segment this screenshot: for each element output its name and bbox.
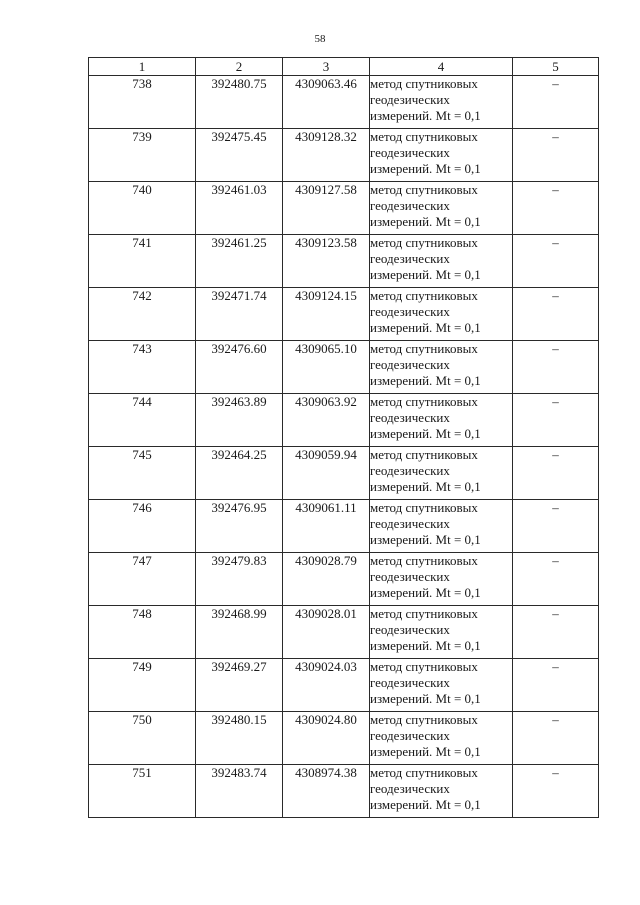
page-number: 58 [314,33,326,45]
y-coordinate-cell: 4309127.58 [283,182,370,235]
method-cell: метод спутниковых геодезических измерений. Mt = 0,1 [370,235,513,288]
table-row [89,606,599,659]
method-cell: метод спутниковых геодезических измерений. Mt = 0,1 [370,129,513,182]
y-coordinate-cell: 4309024.03 [283,659,370,712]
column-5-cell: – [513,394,599,447]
y-coordinate-cell: 4309128.32 [283,129,370,182]
table-row [89,129,599,182]
point-number-cell: 748 [89,606,196,659]
method-cell: метод спутниковых геодезических измерений. Mt = 0,1 [370,606,513,659]
y-coordinate-cell: 4309059.94 [283,447,370,500]
column-5-cell: – [513,447,599,500]
coordinates-table [88,57,599,818]
method-cell: метод спутниковых геодезических измерений. Mt = 0,1 [370,76,513,129]
point-number-cell: 744 [89,394,196,447]
column-5-cell: – [513,288,599,341]
table-row [89,394,599,447]
point-number-cell: 750 [89,712,196,765]
y-coordinate-cell: 4309123.58 [283,235,370,288]
point-number-cell: 746 [89,500,196,553]
x-coordinate-cell: 392479.83 [196,553,283,606]
point-number-cell: 739 [89,129,196,182]
method-cell: метод спутниковых геодезических измерений. Mt = 0,1 [370,288,513,341]
table-row [89,712,599,765]
point-number-cell: 742 [89,288,196,341]
column-5-cell: – [513,341,599,394]
y-coordinate-cell: 4308974.38 [283,765,370,818]
table-row [89,500,599,553]
column-5-cell: – [513,76,599,129]
x-coordinate-cell: 392463.89 [196,394,283,447]
x-coordinate-cell: 392480.75 [196,76,283,129]
point-number-cell: 749 [89,659,196,712]
column-5-cell: – [513,235,599,288]
column-5-cell: – [513,129,599,182]
column-5-cell: – [513,765,599,818]
point-number-cell: 738 [89,76,196,129]
x-coordinate-cell: 392464.25 [196,447,283,500]
y-coordinate-cell: 4309063.46 [283,76,370,129]
column-5-cell: – [513,553,599,606]
point-number-cell: 743 [89,341,196,394]
column-header-5: 5 [513,58,599,76]
table-row [89,447,599,500]
y-coordinate-cell: 4309028.79 [283,553,370,606]
column-header-2: 2 [196,58,283,76]
method-cell: метод спутниковых геодезических измерений. Mt = 0,1 [370,182,513,235]
x-coordinate-cell: 392461.03 [196,182,283,235]
table-row [89,235,599,288]
column-5-cell: – [513,606,599,659]
x-coordinate-cell: 392475.45 [196,129,283,182]
point-number-cell: 745 [89,447,196,500]
y-coordinate-cell: 4309063.92 [283,394,370,447]
column-header-1: 1 [89,58,196,76]
y-coordinate-cell: 4309061.11 [283,500,370,553]
point-number-cell: 740 [89,182,196,235]
method-cell: метод спутниковых геодезических измерений. Mt = 0,1 [370,553,513,606]
x-coordinate-cell: 392476.95 [196,500,283,553]
column-5-cell: – [513,182,599,235]
method-cell: метод спутниковых геодезических измерений. Mt = 0,1 [370,341,513,394]
table-header-row [89,58,599,76]
table-row [89,341,599,394]
x-coordinate-cell: 392468.99 [196,606,283,659]
column-5-cell: – [513,659,599,712]
table-row [89,765,599,818]
table-row [89,182,599,235]
column-header-3: 3 [283,58,370,76]
x-coordinate-cell: 392461.25 [196,235,283,288]
method-cell: метод спутниковых геодезических измерений. Mt = 0,1 [370,394,513,447]
column-5-cell: – [513,500,599,553]
x-coordinate-cell: 392480.15 [196,712,283,765]
y-coordinate-cell: 4309065.10 [283,341,370,394]
table-row [89,659,599,712]
y-coordinate-cell: 4309124.15 [283,288,370,341]
point-number-cell: 741 [89,235,196,288]
method-cell: метод спутниковых геодезических измерений. Mt = 0,1 [370,712,513,765]
method-cell: метод спутниковых геодезических измерений. Mt = 0,1 [370,765,513,818]
method-cell: метод спутниковых геодезических измерений. Mt = 0,1 [370,659,513,712]
table-row [89,553,599,606]
x-coordinate-cell: 392469.27 [196,659,283,712]
column-header-4: 4 [370,58,513,76]
x-coordinate-cell: 392476.60 [196,341,283,394]
table-row [89,288,599,341]
point-number-cell: 751 [89,765,196,818]
y-coordinate-cell: 4309028.01 [283,606,370,659]
method-cell: метод спутниковых геодезических измерений. Mt = 0,1 [370,447,513,500]
point-number-cell: 747 [89,553,196,606]
x-coordinate-cell: 392483.74 [196,765,283,818]
table-row [89,76,599,129]
x-coordinate-cell: 392471.74 [196,288,283,341]
method-cell: метод спутниковых геодезических измерений. Mt = 0,1 [370,500,513,553]
column-5-cell: – [513,712,599,765]
y-coordinate-cell: 4309024.80 [283,712,370,765]
